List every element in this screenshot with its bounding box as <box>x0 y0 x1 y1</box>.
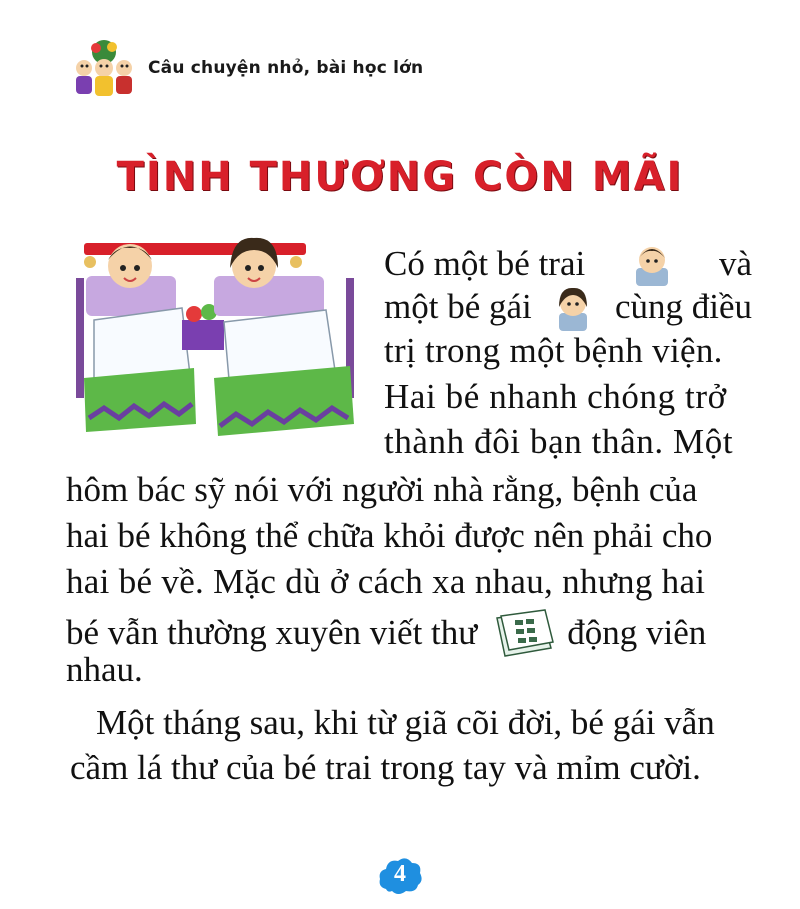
hospital-beds-illustration <box>64 228 364 450</box>
story-line-3: trị trong một bệnh viện. <box>384 331 723 370</box>
boy-icon <box>628 242 676 286</box>
text-segment: và <box>718 244 752 283</box>
children-group-logo <box>70 38 138 98</box>
story-line-10: nhau. <box>66 650 143 689</box>
text-segment: bé vẫn thường xuyên viết thư <box>66 613 478 652</box>
girl-icon <box>551 283 595 331</box>
story-line-4: Hai bé nhanh chóng trở <box>384 377 727 416</box>
story-line-8: hai bé về. Mặc dù ở cách xa nhau, nhưng hai <box>66 562 706 601</box>
series-title: Câu chuyện nhỏ, bài học lớn <box>148 58 424 78</box>
text-segment: động viên <box>567 613 707 652</box>
story-title: TÌNH THƯƠNG CÒN MÃI <box>116 154 684 200</box>
text-segment: một bé gái <box>384 287 532 326</box>
text-segment: Có một bé trai <box>384 244 586 283</box>
story-line-1 <box>384 242 752 286</box>
story-line-11: Một tháng sau, khi từ giã cõi đời, bé gái vẫn <box>96 703 715 742</box>
story-line-2 <box>384 283 752 331</box>
text-segment: cùng điều <box>614 287 752 326</box>
story-line-5: thành đôi bạn thân. Một <box>384 422 734 461</box>
story-line-6: hôm bác sỹ nói với người nhà rằng, bệnh của <box>66 470 698 509</box>
story-line-7: hai bé không thể chữa khỏi được nên phải cho <box>66 516 713 555</box>
page-header <box>70 38 423 98</box>
page-number-badge <box>376 853 424 897</box>
page-number: 4 <box>394 861 406 887</box>
story-line-12: cầm lá thư của bé trai trong tay và mỉm cười. <box>70 748 701 787</box>
